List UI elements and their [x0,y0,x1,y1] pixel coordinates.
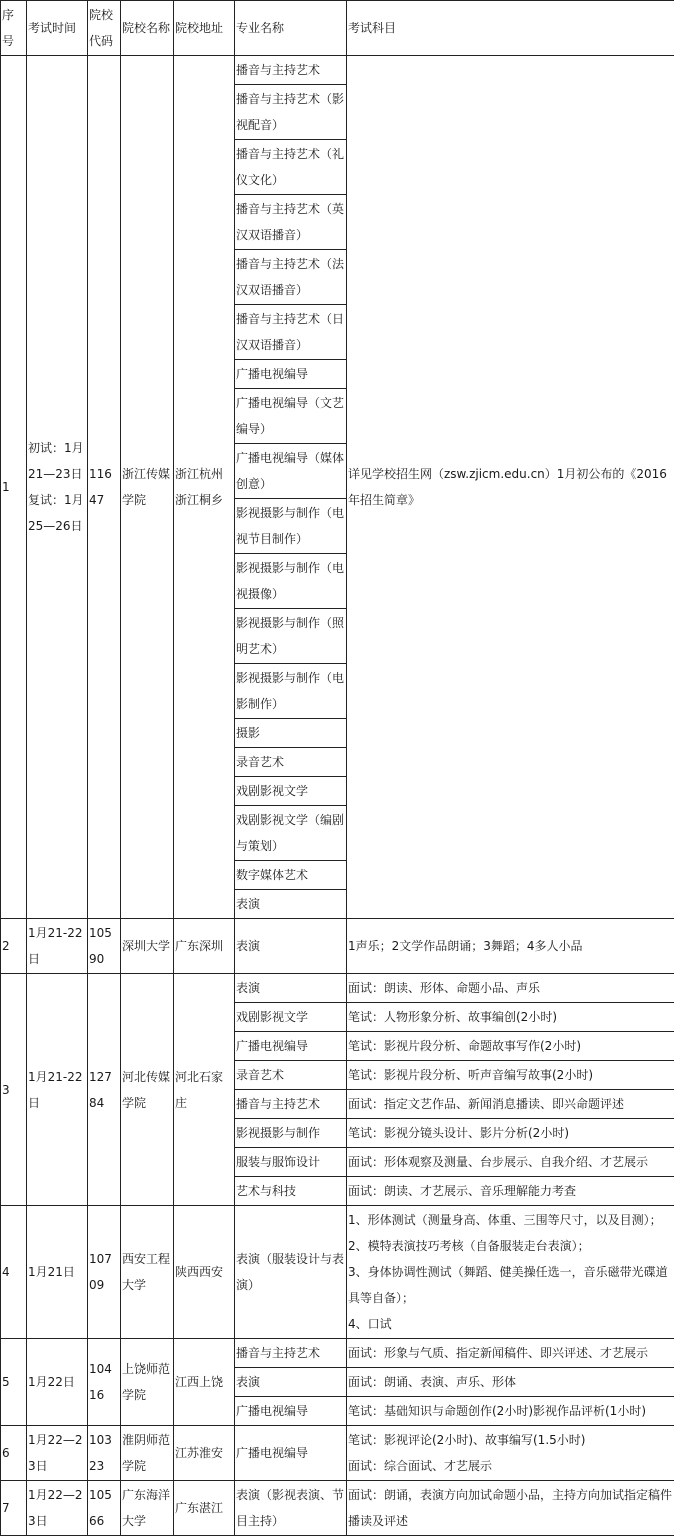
cell-major: 表演 [235,890,347,919]
table-row [1,1339,674,1368]
cell-seq: 5 [1,1339,27,1426]
cell-exam-time: 1月21-22日 [27,974,88,1206]
cell-major: 影视摄影与制作（电视摄像） [235,554,347,609]
cell-exam-time: 1月21日 [27,1206,88,1339]
cell-seq: 7 [1,1481,27,1536]
cell-major: 录音艺术 [235,748,347,777]
cell-school-code: 10590 [88,919,121,974]
cell-major: 播音与主持艺术（影视配音） [235,85,347,140]
cell-major: 数字媒体艺术 [235,861,347,890]
cell-exam-time: 初试：1月21—23日 复试：1月25—26日 [27,56,88,919]
cell-major: 播音与主持艺术（礼仪文化） [235,140,347,195]
table-row [1,1481,674,1536]
cell-major: 播音与主持艺术（日汉双语播音） [235,305,347,360]
cell-exam-subjects: 1声乐；2文学作品朗诵；3舞蹈；4多人小品 [347,919,674,974]
cell-school-name: 上饶师范学院 [121,1339,174,1426]
table-row [1,56,674,85]
cell-exam-subjects: 面试：指定文艺作品、新闻消息播读、即兴命题评述 [347,1090,674,1119]
cell-major: 广播电视编导 [235,360,347,389]
subject-line: 2、模特表演技巧考核（自备服装走台表演）； [348,1233,673,1259]
cell-exam-subjects: 笔试：影视片段分析、命题故事写作(2小时) [347,1032,674,1061]
cell-major: 广播电视编导（媒体创意） [235,444,347,499]
cell-school-name: 广东海洋大学 [121,1481,174,1536]
cell-major: 广播电视编导（文艺编导） [235,389,347,444]
cell-school-code: 10709 [88,1206,121,1339]
table-row [1,1206,674,1339]
cell-major: 表演 [235,1368,347,1397]
cell-major: 播音与主持艺术 [235,56,347,85]
cell-school-code: 10566 [88,1481,121,1536]
cell-major: 戏剧影视文学 [235,777,347,806]
cell-school-name: 西安工程大学 [121,1206,174,1339]
cell-school-code: 10416 [88,1339,121,1426]
cell-major: 摄影 [235,719,347,748]
header-school-name: 院校名称 [121,1,174,56]
cell-exam-time: 1月22日 [27,1339,88,1426]
cell-major: 表演（服装设计与表演） [235,1206,347,1339]
cell-school-address: 广东深圳 [174,919,235,974]
cell-school-code: 11647 [88,56,121,919]
cell-exam-subjects: 面试：朗读、形体、命题小品、声乐 [347,974,674,1003]
cell-exam-subjects: 笔试：人物形象分析、故事编创(2小时) [347,1003,674,1032]
cell-exam-subjects: 面试：朗诵、表演、声乐、形体 [347,1368,674,1397]
cell-exam-subjects [347,1426,674,1481]
cell-major: 戏剧影视文学（编剧与策划） [235,806,347,861]
header-exam-time: 考试时间 [27,1,88,56]
cell-seq: 2 [1,919,27,974]
cell-school-name: 深圳大学 [121,919,174,974]
cell-exam-subjects: 面试：朗读、才艺展示、音乐理解能力考查 [347,1177,674,1206]
cell-exam-time: 1月21-22日 [27,919,88,974]
cell-exam-subjects [347,1206,674,1339]
cell-school-address: 江西上饶 [174,1339,235,1426]
cell-seq: 6 [1,1426,27,1481]
cell-major: 影视摄影与制作 [235,1119,347,1148]
cell-major: 表演（影视表演、节目主持） [235,1481,347,1536]
subject-line: 面试：综合面试、才艺展示 [348,1453,673,1479]
cell-major: 影视摄影与制作（照明艺术） [235,609,347,664]
header-row [1,1,674,56]
cell-school-address: 河北石家庄 [174,974,235,1206]
cell-exam-time: 1月22—23日 [27,1426,88,1481]
cell-major: 表演 [235,919,347,974]
cell-major: 广播电视编导 [235,1397,347,1426]
header-school-code: 院校代码 [88,1,121,56]
cell-exam-subjects: 笔试：影视片段分析、听声音编写故事(2小时) [347,1061,674,1090]
cell-school-name: 淮阴师范学院 [121,1426,174,1481]
cell-major: 影视摄影与制作（电影制作） [235,664,347,719]
cell-school-name: 河北传媒学院 [121,974,174,1206]
cell-school-code: 12784 [88,974,121,1206]
cell-exam-subjects: 笔试：影视分镜头设计、影片分析(2小时) [347,1119,674,1148]
subject-line: 笔试：影视评论(2小时)、故事编写(1.5小时) [348,1427,673,1453]
cell-school-code: 10323 [88,1426,121,1481]
cell-seq: 1 [1,56,27,919]
cell-school-address: 江苏淮安 [174,1426,235,1481]
cell-exam-time: 1月22—23日 [27,1481,88,1536]
cell-exam-subjects: 面试：朗诵，表演方向加试命题小品，主持方向加试指定稿件播读及评述 [347,1481,674,1536]
table-row [1,1426,674,1481]
subject-line: 4、口试 [348,1311,673,1337]
cell-major: 广播电视编导 [235,1032,347,1061]
header-school-address: 院校地址 [174,1,235,56]
cell-major: 播音与主持艺术 [235,1339,347,1368]
cell-major: 播音与主持艺术 [235,1090,347,1119]
cell-school-address: 浙江杭州浙江桐乡 [174,56,235,919]
cell-exam-subjects: 笔试：基础知识与命题创作(2小时)影视作品评析(1小时) [347,1397,674,1426]
cell-major: 影视摄影与制作（电视节目制作） [235,499,347,554]
header-major-name: 专业名称 [235,1,347,56]
cell-exam-subjects: 面试：形象与气质、指定新闻稿件、即兴评述、才艺展示 [347,1339,674,1368]
cell-exam-subjects: 面试：形体观察及测量、台步展示、自我介绍、才艺展示 [347,1148,674,1177]
cell-major: 播音与主持艺术（法汉双语播音） [235,250,347,305]
subject-line: 3、身体协调性测试（舞蹈、健美操任选一，音乐磁带光碟道具等自备）； [348,1259,673,1311]
cell-school-address: 陕西西安 [174,1206,235,1339]
header-exam-subjects: 考试科目 [347,1,674,56]
cell-school-name: 浙江传媒学院 [121,56,174,919]
cell-major: 服装与服饰设计 [235,1148,347,1177]
cell-major: 戏剧影视文学 [235,1003,347,1032]
cell-exam-subjects: 详见学校招生网（zsw.zjicm.edu.cn）1月初公布的《2016年招生简章》 [347,56,674,919]
cell-school-address: 广东湛江 [174,1481,235,1536]
cell-major: 艺术与科技 [235,1177,347,1206]
cell-major: 广播电视编导 [235,1426,347,1481]
header-seq: 序号 [1,1,27,56]
table-row [1,974,674,1003]
subject-line: 1、形体测试（测量身高、体重、三围等尺寸，以及目测）； [348,1207,673,1233]
cell-major: 录音艺术 [235,1061,347,1090]
cell-seq: 3 [1,974,27,1206]
cell-major: 表演 [235,974,347,1003]
cell-seq: 4 [1,1206,27,1339]
cell-major: 播音与主持艺术（英汉双语播音） [235,195,347,250]
table-row [1,919,674,974]
